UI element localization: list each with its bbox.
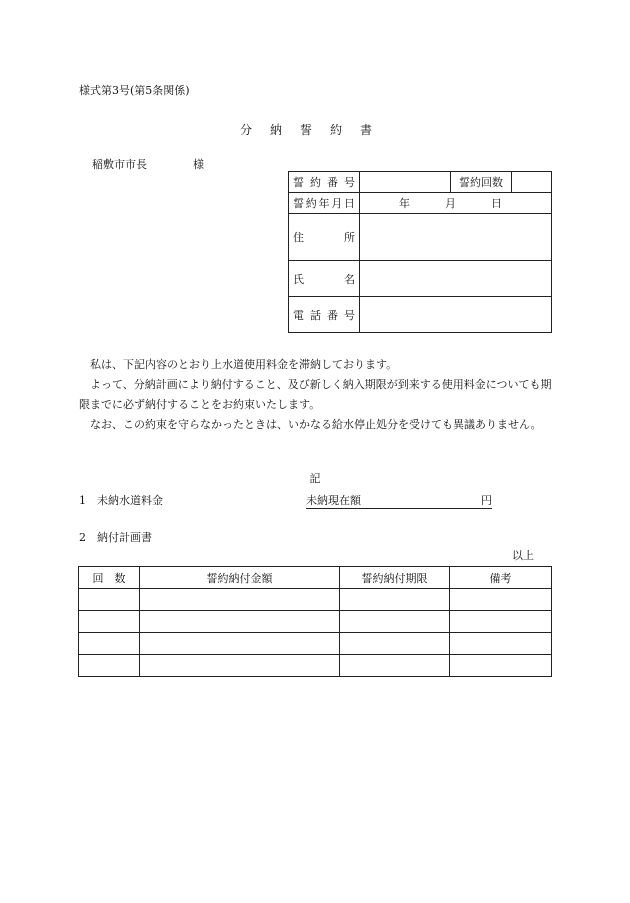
address-field[interactable] [360,214,552,261]
table-cell[interactable] [450,655,552,677]
table-cell[interactable] [140,611,340,633]
unpaid-amount[interactable] [306,492,492,509]
addressee-name: 稲敷市市長 [92,158,147,171]
table-row [79,655,552,677]
payment-plan-item: 2 納付計画書 [79,531,152,544]
address-label: 住所 [289,214,360,261]
yen-label: 円 [481,494,492,507]
table-row [79,633,552,655]
name-label: 氏名 [289,261,360,297]
table-cell[interactable] [140,633,340,655]
unpaid-fee-item: 1 未納水道料金 [79,494,163,507]
table-row [79,589,552,611]
year-label: 年 [399,197,410,210]
ijo-label: 以上 [512,549,534,562]
form-number: 様式第3号(第5条関係) [79,84,190,97]
table-cell[interactable] [450,611,552,633]
table-cell[interactable] [340,611,450,633]
pledge-date-label: 誓約年月日 [289,193,360,214]
pledge-body [79,355,552,435]
table-header-row [79,567,552,589]
body-paragraph: よって、分納計画により納付すること、及び新しく納入期限が到来する使用料金についても期限までに必ず納付することをお約束いたします。 [79,378,552,411]
table-cell[interactable] [79,633,140,655]
pledge-date-field[interactable] [360,193,552,214]
unpaid-amount-label: 未納現在額 [306,494,361,507]
pledge-count-label: 誓約回数 [451,172,512,193]
table-cell[interactable] [450,589,552,611]
column-header-amount: 誓約納付金額 [140,567,340,589]
addressee-honorific: 様 [193,158,204,171]
body-paragraph: 私は、下記内容のとおり上水道使用料金を滞納しております。 [90,358,398,371]
day-label: 日 [491,197,502,210]
phone-field[interactable] [360,297,552,333]
column-header-deadline: 誓約納付期限 [340,567,450,589]
pledge-count-field[interactable] [512,172,552,193]
document-title: 分納誓約書 [239,123,390,137]
table-cell[interactable] [79,655,140,677]
pledge-number-field[interactable] [360,172,451,193]
table-cell[interactable] [340,655,450,677]
payment-plan-table [78,566,552,677]
addressee [92,156,204,172]
table-cell[interactable] [140,589,340,611]
pledger-info-table [288,171,552,333]
name-field[interactable] [360,261,552,297]
month-label: 月 [445,197,456,210]
table-cell[interactable] [79,589,140,611]
table-row [79,611,552,633]
table-cell[interactable] [340,633,450,655]
phone-label: 電話番号 [289,297,360,333]
table-cell[interactable] [140,655,340,677]
column-header-count: 回 数 [79,567,140,589]
column-header-remarks: 備考 [450,567,552,589]
table-cell[interactable] [79,611,140,633]
table-cell[interactable] [450,633,552,655]
table-cell[interactable] [340,589,450,611]
ki-heading: 記 [309,472,321,485]
body-paragraph: なお、この約束を守らなかったときは、いかなる給水停止処分を受けても異議ありません。 [90,418,542,431]
pledge-number-label: 誓約番号 [289,172,360,193]
